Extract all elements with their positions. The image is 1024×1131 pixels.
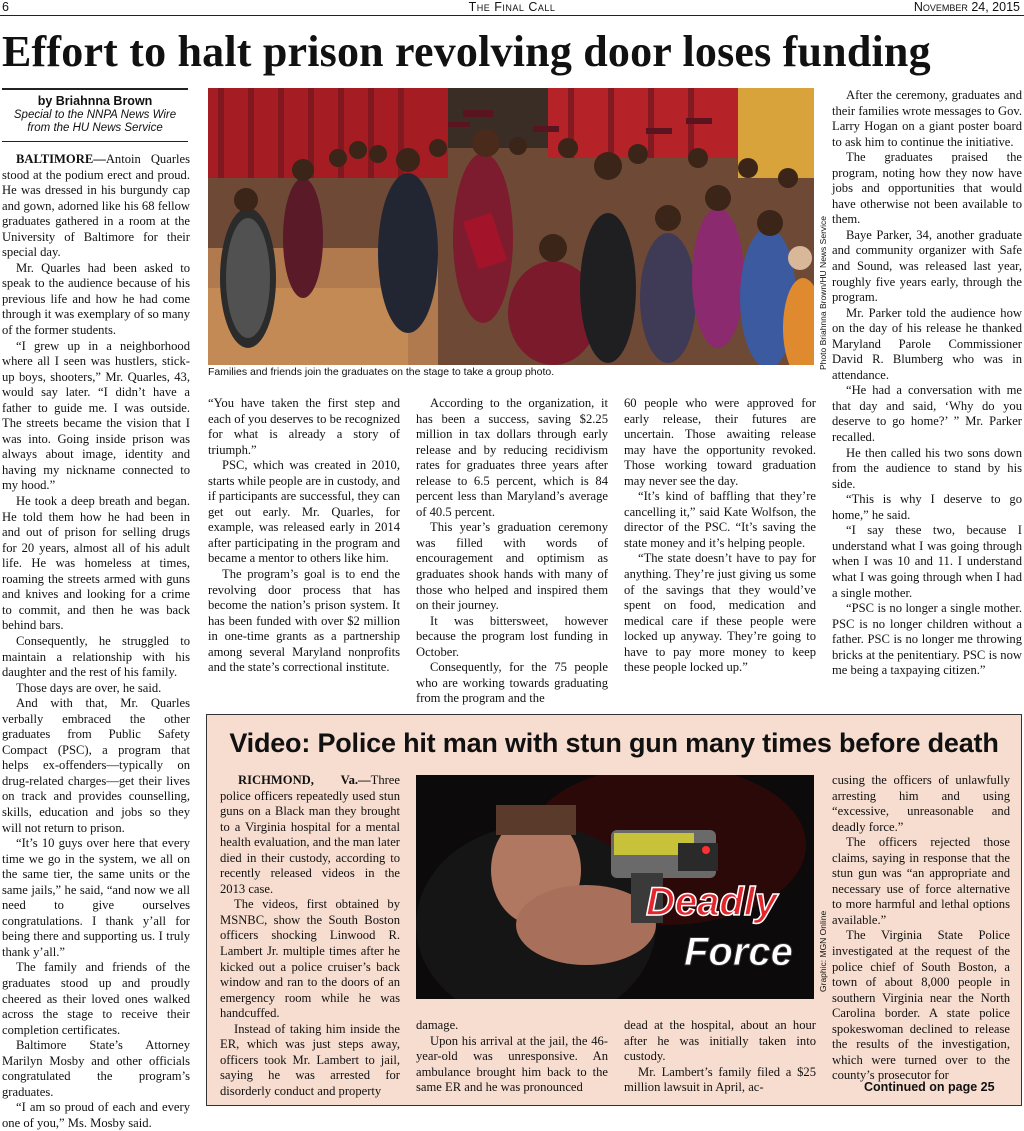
article-paragraph: “PSC is no longer a single mother. PSC is no longer children without a father. PSC is no longer me throwing bricks at the penitentiary. PSC is now me being a taxpaying citizen.”	[832, 601, 1022, 678]
graphic-credit: Graphic: MGN Online	[818, 910, 828, 992]
article-paragraph: “He had a conversation with me that day and said, ‘Why do you deserve to go home?’ ” Mr. Parker recalled.	[832, 383, 1022, 445]
article-paragraph: Consequently, for the 75 people who are working towards graduating from the program and the	[416, 660, 608, 706]
article-paragraph: He took a deep breath and began. He told them how he had been in and out of prison for selling drugs for 20 years, almost all of his adult life. He was homeless at times, roaming the streets armed with guns and knives and looking for a crime to commit, and then he was back behind bars.	[2, 494, 190, 633]
article-column-4	[624, 396, 816, 676]
article-column-2	[208, 396, 400, 676]
video-column-4	[832, 773, 1010, 1084]
continued-link[interactable]: Continued on page 25	[864, 1080, 995, 1094]
video-column-3	[624, 1018, 816, 1096]
article-paragraph: “You have taken the first step and each of you deserves to be recognized for what is already a story of triumph.”	[208, 396, 400, 457]
graduation-photo	[208, 88, 814, 365]
video-column-2	[416, 1018, 608, 1096]
video-dateline: RICHMOND, Va.—	[238, 773, 371, 787]
graphic-title-line2: Force	[684, 930, 793, 974]
article-paragraph: Upon his arrival at the jail, the 46-year-old was unresponsive. An ambulance brought him back to the same ER and he was pronounced	[416, 1033, 608, 1095]
article-paragraph: BALTIMORE—Antoin Quarles stood at the podium erect and proud. He was dressed in his burgundy cap and gown, adorned like his 68 fellow graduates gathered in a room at the University of Baltimore for their special day.	[2, 152, 190, 260]
article-paragraph: Mr. Parker told the audience how on the day of his release he thanked Maryland Parole Commissioner David R. Blumberg who was in attendance.	[832, 305, 1022, 382]
article-paragraph: Consequently, he struggled to maintain a relationship with his daughter and the rest of his family.	[2, 633, 190, 680]
deadly-force-graphic	[416, 775, 814, 999]
article-paragraph: Those days are over, he said.	[16, 680, 162, 695]
article-paragraph: The officers rejected those claims, saying in response that the stun gun was “an appropriate and necessary use of force alternative to more harmful and lethal options available.”	[832, 835, 1010, 927]
photo-caption: Families and friends join the graduates on the stage to take a group photo.	[208, 366, 555, 378]
video-column-1	[220, 773, 400, 1099]
article-paragraph: The videos, first obtained by MSNBC, show the South Boston officers shocking Linwood R. Lambert Jr. multiple times after he kicked out a police cruiser’s back window and ran to the doors of an emergency room while he was handcuffed.	[220, 897, 400, 1021]
article-paragraph: The graduates praised the program, noting how they now have jobs and opportunities that would have otherwise not been available to them.	[832, 150, 1022, 227]
article-column-3	[416, 396, 608, 707]
article-paragraph: This year’s graduation ceremony was filled with words of encouragement and optimism as graduates shook hands with many of those who helped and inspired them on their journey.	[416, 520, 608, 613]
byline-affiliation-1: Special to the NNPA News Wire	[13, 109, 177, 121]
article-paragraph: “The state doesn’t have to pay for anything. They’re just giving us some of the savings that they would’ve spent on food, medication and medical care if these people were locked up anyway. They’re going to have to pay more money to keep these people locked up.”	[624, 551, 816, 675]
article-paragraph: 60 people who were approved for early release, their futures are uncertain. Those awaiting release may have the opportunity revoked. Those working toward graduation may never see the day.	[624, 396, 816, 488]
article-paragraph: Mr. Lambert’s family filed a $25 million lawsuit in April, ac-	[624, 1064, 816, 1095]
article-paragraph: Mr. Quarles had been asked to speak to the audience because of his previous life and how he had come through it was exemplary of so many of the former students.	[2, 260, 190, 338]
article-paragraph: “I am so proud of each and every one of you,” Ms. Mosby said.	[2, 1100, 190, 1130]
dateline: BALTIMORE—	[16, 152, 106, 166]
article-paragraph: dead at the hospital, about an hour after he was initially taken into custody.	[624, 1018, 816, 1064]
issue-date: November 24, 2015	[913, 0, 1020, 14]
article-column-5	[832, 88, 1022, 679]
masthead: The Final Call	[468, 0, 556, 14]
byline-name: by Briahnna Brown	[37, 94, 153, 108]
headline: Effort to halt prison revolving door loses funding	[2, 27, 931, 76]
article-paragraph: After the ceremony, graduates and their families wrote messages to Gov. Larry Hogan on a giant poster board to ask him to continue the initiative.	[832, 88, 1022, 149]
byline	[2, 88, 188, 142]
article-paragraph: “This is why I deserve to go home,” he said.	[832, 492, 1022, 522]
byline-affiliation-2: from the HU News Service	[27, 122, 163, 134]
article-paragraph: “I say these two, because I understand what I was going through when I was 10 and 11. I understand what I was going through when I had a single mother.	[832, 523, 1022, 600]
article-paragraph: damage.	[416, 1018, 459, 1032]
article-paragraph: The Virginia State Police investigated at the request of the police chief of South Boston, a town of about 8,000 people in southern Virginia near the North Carolina border. A state police spokeswoman declined to release the results of the investigation, which were turned over to the county’s prosecutor for	[832, 928, 1010, 1083]
article-paragraph: And with that, Mr. Quarles verbally embraced the other graduates from Public Safety Compact (PSC), a program that helps ex-offenders—typically on drug-related charges—get their lives on track and provides counselling, skills, education and jobs so they will not return to prison.	[2, 696, 190, 835]
article-paragraph: It was bittersweet, however because the program lost funding in October.	[416, 613, 608, 659]
page-number: 6	[2, 0, 9, 14]
article-paragraph: RICHMOND, Va.—Three police officers repeatedly used stun guns on a Black man they brought to a Virginia hospital for a mental health evaluation, and the man later died in their custody, according to recently released videos in the 2013 case.	[220, 773, 400, 896]
article-paragraph: The program’s goal is to end the revolving door process that has become the nation’s prison system. It has been funded with over $2 million in one-time grants as a partnership among several Maryland nonprofits and the state’s correctional institute.	[208, 567, 400, 675]
article-paragraph: Instead of taking him inside the ER, which was just steps away, officers took Mr. Lambert to jail, saying he was arrested for disorderly conduct and property	[220, 1021, 400, 1098]
graphic-title-line1: Deadly	[646, 880, 778, 924]
photo-credit: Photo Briahnna Brown/HU News Service	[818, 215, 828, 370]
article-paragraph: “It’s 10 guys over here that every time we go in the system, we all on the same tier, the same units or the same jails,” he said, “and now we all need to give ourselves congratulations. I thank y’all for being there and supporting us. I truly thank y’all.”	[2, 836, 190, 959]
page-header	[0, 0, 1024, 16]
article-paragraph: “It’s kind of baffling that they’re cancelling it,” said Kate Wolfson, the director of the PSC. “It’s saving the state money and it’s helping people.	[624, 489, 816, 550]
article-column-1	[2, 152, 190, 1131]
article-paragraph: Baltimore State’s Attorney Marilyn Mosby and other officials congratulated the program’s graduates.	[2, 1038, 190, 1099]
article-paragraph: According to the organization, it has been a success, saving $2.25 million in tax dollars through early release and by reducing recidivism rates for graduates three years after release to 6.5 percent, which is 84 percent less than Maryland’s average of 40.5 percent.	[416, 396, 608, 519]
header-rule	[0, 15, 1024, 16]
article-paragraph: cusing the officers of unlawfully arresting him and using “excessive, unreasonable and deadly force.”	[832, 773, 1010, 834]
article-paragraph: Baye Parker, 34, another graduate and community organizer with Safe and Sound, was released last year, roughly five years early, through the program.	[832, 227, 1022, 305]
video-story-headline: Video: Police hit man with stun gun many times before death	[229, 728, 999, 758]
article-paragraph: “I grew up in a neighborhood where all I seen was hustlers, stick-up boys, shooters,” Mr. Quarles, 43, would say later. “I didn’t have a father to guide me. I was outside. The streets became the vision that I was into. Going inside prison was always about image, identity and having my nickname connected to my hood.”	[2, 338, 190, 493]
article-paragraph: PSC, which was created in 2010, starts while people are in custody, and if participants are successful, they can get out early. Mr. Quarles, for example, was released early in 2014 after participating in the program and became a mentor to others like him.	[208, 458, 400, 566]
article-paragraph: He then called his two sons down from the audience to stand by his side.	[832, 445, 1022, 491]
article-paragraph: The family and friends of the graduates stood up and proudly cheered as their loved ones walked across the stage to receive their completion certificates.	[2, 960, 190, 1037]
